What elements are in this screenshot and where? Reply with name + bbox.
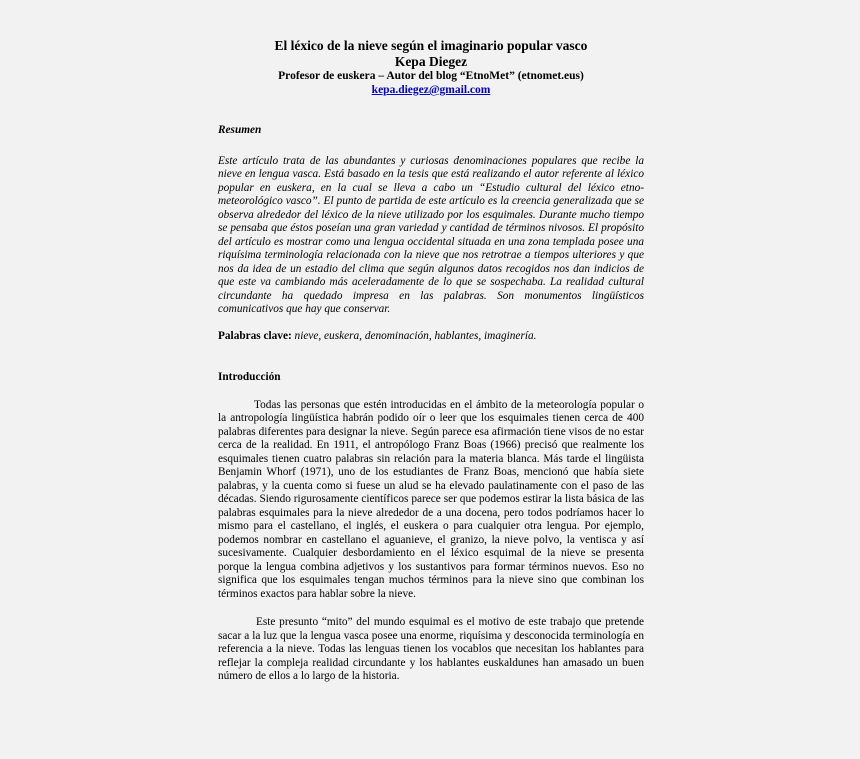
intro-heading: Introducción — [218, 371, 281, 383]
intro-paragraph-1: Todas las personas que estén introducidas en el ámbito de la meteorología popular o la antropología lingüística habrán podido oír o leer que los esquimales tienen cerca de 400 palabras diferentes para designar la nieve. Según parece esa afirmación tiene visos de no estar cerca de la realidad. En 1911, el antropólogo Franz Boas (1966) precisó que realmente los esquimales tienen cuatro palabras sin relación para la materia blanca. Más tarde el lingüista Benjamin Whorf (1971), uno de los estudiantes de Franz Boas, mencionó que había siete palabras, y la cuenta como si fuese un alud se ha elevado paulatinamente con el paso de las décadas. Siendo rigurosamente científicos parece ser que podemos estirar la lista básica de las palabras esquimales para la nieve alrededor de a una docena, pero todos podríamos hacer lo mismo para el castellano, el inglés, el euskera o para cualquier otra lengua. Por ejemplo, podemos nombrar en castellano el aguanieve, el granizo, la nieve polvo, la ventisca y así sucesivamente. Cualquier desbordamiento en el léxico esquimal de la nieve se presenta porque la lengua combina adjetivos y los sustantivos para formar términos nuevos. Eso no significa que los esquimales tengan muchos términos para la nieve sino que combinan los términos exactos para hablar sobre la nieve. — [218, 398, 644, 600]
author-name: Kepa Diegez — [394, 54, 468, 69]
abstract-text: Este artículo trata de las abundantes y curiosas denominaciones populares que recibe la nieve en lengua vasca. Está basado en la tesis que está realizando el autor referente al léxico popular en euskera, en la cual se lleva a cabo un “Estudio cultural del léxico etno-meteorológico vasco”. El punto de partida de este artículo es la creencia generalizada que se observa alrededor del léxico de la nieve utilizado por los esquimales. Durante mucho tiempo se pensaba que éstos poseían una gran variedad y cantidad de términos nivosos. El propósito del artículo es mostrar como una lengua occidental situada en una zona templada posee una riquísima terminología relacionada con la nieve que nos retrotrae a tiempos ulteriores y que nos da idea de un estadio del clima que según algunos datos recogidos nos dan indicios de que este va cambiando más aceleradamente de lo que se sospechaba. La realidad cultural circundante ha quedado impresa en las palabras. Son monumentos lingüísticos comunicativos que hay que conservar. — [218, 154, 644, 315]
paper-header — [218, 38, 644, 97]
intro-paragraph-2: Este presunto “mito” del mundo esquimal es el motivo de este trabajo que pretende sacar a la luz que la lengua vasca posee una enorme, riquísima y desconocida terminología en referencia a la nieve. Todas las lenguas tienen los vocablos que necesitan los hablantes para reflejar la compleja realidad circundante y los hablantes euskaldunes han amasado un buen número de ellos a lo largo de la historia. — [218, 616, 644, 682]
author-email-link[interactable]: kepa.diegez@gmail.com — [371, 84, 491, 96]
keywords-text: nieve, euskera, denominación, hablantes, imaginería. — [291, 329, 537, 342]
keywords-label: Palabras clave: — [218, 329, 292, 342]
paper-title: El léxico de la nieve según el imaginario popular vasco — [274, 38, 588, 53]
paper-body — [218, 124, 644, 684]
keywords-line — [218, 330, 644, 344]
author-affiliation: Profesor de euskera – Autor del blog “EtnoMet” (etnomet.eus) — [278, 70, 584, 82]
abstract-heading: Resumen — [218, 124, 262, 136]
